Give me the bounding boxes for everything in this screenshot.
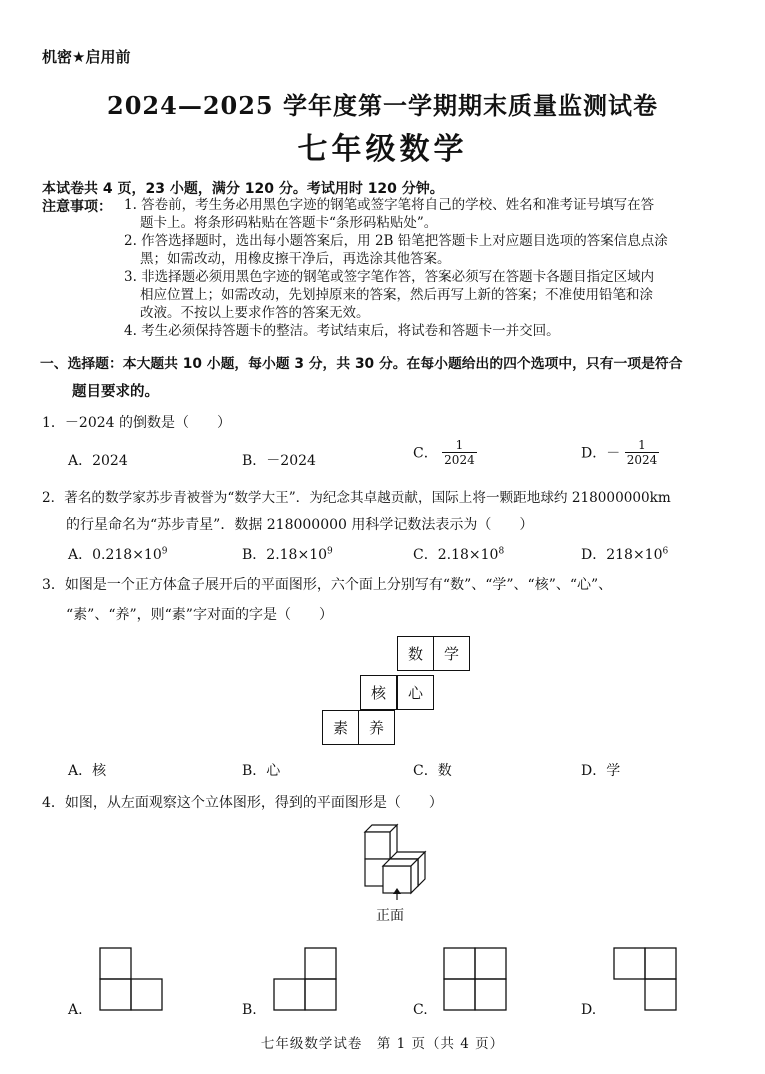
q4-option-c: C.	[413, 1002, 428, 1018]
exam-title: 2024—2025 学年度第一学期期末质量监测试卷	[107, 91, 658, 120]
q4-option-d: D.	[581, 1002, 597, 1018]
q4-option-c-figure	[442, 946, 508, 1012]
solid-figure	[355, 822, 435, 902]
q1-d-fraction: $\frac{1}{2024}$	[626, 438, 658, 467]
question-3-cont: “素”、“养”，则“素”字对面的字是（ ）	[66, 607, 333, 623]
note-line: 2. 作答选择题时，选出每小题答案后，用 2B 铅笔把答题卡上对应题目选项的答案信息点涂	[124, 233, 668, 249]
notes-label: 注意事项：	[42, 199, 112, 215]
question-2: 2．著名的数学家苏步青被誉为“数学大王”．为纪念其卓越贡献，国际上将一颗距地球约 218000000km	[42, 490, 671, 506]
q2-option-a: A．$0.218\times 10^9$	[68, 546, 168, 563]
q4-option-d-figure	[612, 946, 678, 1012]
q3-option-c: C．数	[413, 763, 452, 779]
exam-info: 本试卷共 4 页，23 小题，满分 120 分。考试用时 120 分钟。	[42, 181, 444, 197]
section-heading: 一、选择题：本大题共 10 小题，每小题 3 分，共 30 分。在每小题给出的四个选项中，只有一项是符合	[40, 356, 683, 372]
q2-option-b: B．$2.18\times 10^9$	[242, 546, 333, 563]
question-3: 3．如图是一个正方体盒子展开后的平面图形，六个面上分别写有“数”、“学”、“核”、“心”、	[42, 577, 613, 593]
q4-option-a-figure	[98, 946, 164, 1012]
question-4: 4．如图，从左面观察这个立体图形，得到的平面图形是（ ）	[42, 795, 443, 811]
q3-option-d: D．学	[581, 763, 621, 779]
q1-option-d	[581, 438, 659, 467]
q1-c-label: C．	[413, 445, 438, 462]
question-1: 1．－2024 的倒数是（ ）	[42, 415, 231, 431]
question-2-cont: 的行星命名为“苏步青星”．数据 218000000 用科学记数法表示为（ ）	[66, 517, 534, 533]
note-line: 改液。不按以上要求作答的答案无效。	[140, 305, 370, 321]
note-line: 题卡上。将条形码粘贴在答题卡“条形码粘贴处”。	[140, 215, 438, 231]
q4-option-b-figure	[272, 946, 338, 1012]
q2-option-c: C．$2.18\times 10^8$	[413, 546, 505, 563]
q1-d-label: D．－	[581, 445, 621, 462]
q1-option-c	[413, 438, 477, 467]
net-cell-shu: 数	[397, 636, 434, 671]
q1-option-b: B．－2024	[242, 453, 316, 469]
net-cell-he: 核	[360, 675, 397, 710]
net-cell-xue: 学	[433, 636, 470, 671]
note-line: 相应位置上；如需改动，先划掉原来的答案，然后再写上新的答案；不准使用铅笔和涂	[140, 287, 653, 303]
net-cell-yang: 养	[358, 710, 395, 745]
q2-option-d: D．$218\times 10^6$	[581, 546, 669, 563]
note-line: 3. 非选择题必须用黑色字迹的钢笔或签字笔作答，答案必须写在答题卡各题目指定区域内	[124, 269, 655, 285]
q3-option-b: B．心	[242, 763, 281, 779]
note-line: 4. 考生必须保持答题卡的整洁。考试结束后，将试卷和答题卡一并交回。	[124, 323, 560, 339]
net-cell-xin: 心	[397, 675, 434, 710]
front-label: 正面	[376, 908, 404, 924]
subject-title: 七年级数学	[297, 132, 468, 167]
section-heading-cont: 题目要求的。	[72, 384, 159, 400]
net-cell-su: 素	[322, 710, 359, 745]
page-footer: 七年级数学试卷 第 1 页（共 4 页）	[260, 1036, 505, 1052]
q4-option-b: B.	[242, 1002, 257, 1018]
q4-option-a: A.	[68, 1002, 83, 1018]
q1-option-a: A．2024	[68, 453, 128, 469]
confidential-mark: 机密★启用前	[42, 48, 131, 66]
note-line: 1. 答卷前，考生务必用黑色字迹的钢笔或签字笔将自己的学校、姓名和准考证号填写在答	[124, 197, 655, 213]
note-line: 黑；如需改动，用橡皮擦干净后，再选涂其他答案。	[140, 251, 451, 267]
q3-option-a: A．核	[68, 763, 107, 779]
q1-c-fraction: $\frac{1}{2024}$	[444, 438, 475, 467]
